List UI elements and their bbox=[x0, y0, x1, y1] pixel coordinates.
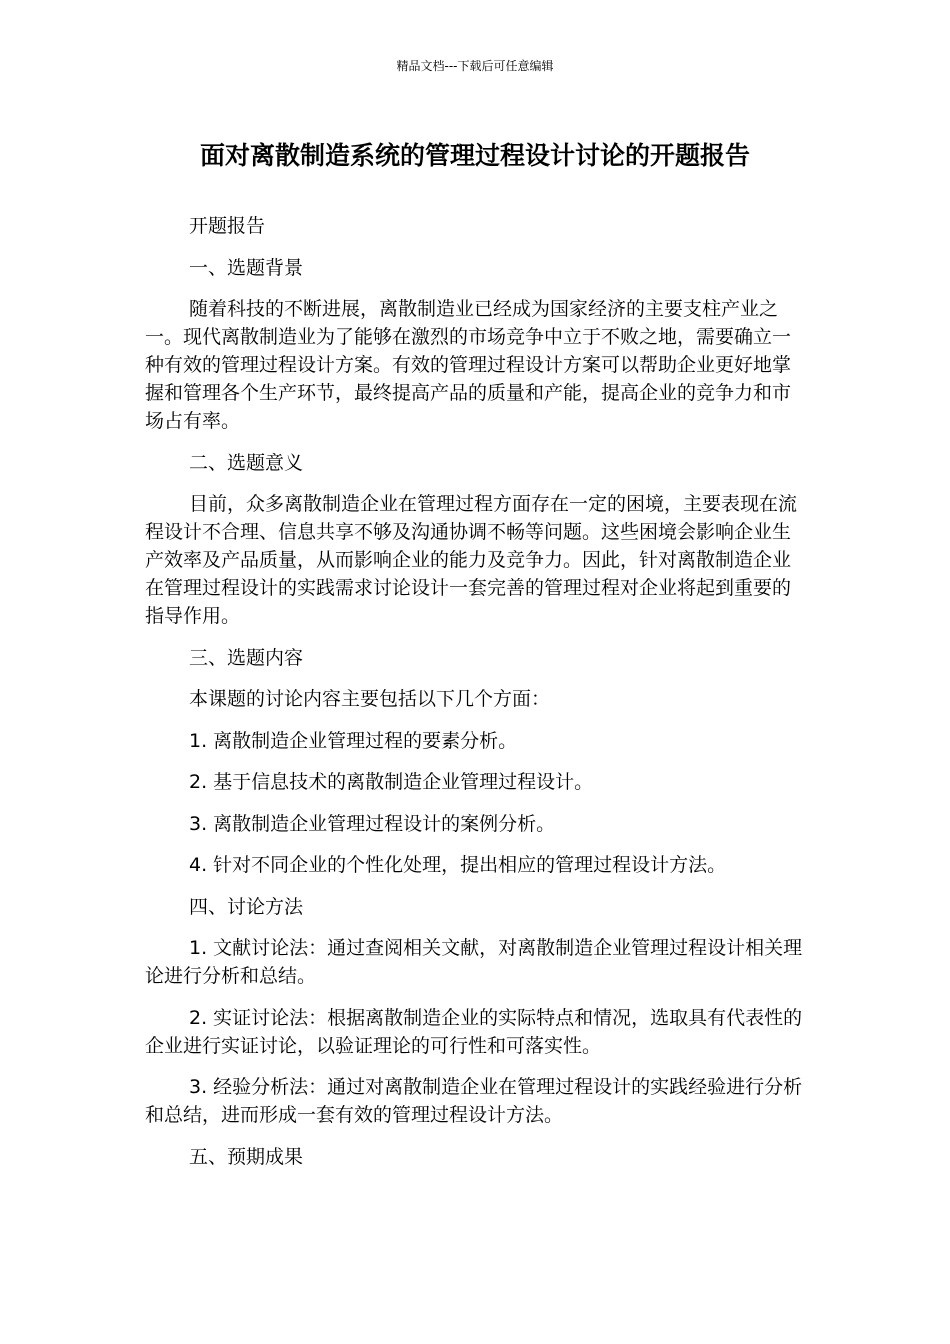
list-item-content-3: 3. 离散制造企业管理过程设计的案例分析。 bbox=[189, 812, 556, 835]
paragraph-report-label: 开题报告 bbox=[189, 215, 266, 237]
list-item-method-3: 3. 经验分析法：通过对离散制造企业在管理过程设计的实践经验进行分析和总结，进而形成一套有效的管理过程设计方法。 bbox=[145, 1076, 803, 1126]
list-item-content-1: 1. 离散制造企业管理过程的要素分析。 bbox=[189, 729, 518, 752]
document-body bbox=[145, 212, 805, 1184]
section-heading-content: 三、选题内容 bbox=[189, 646, 304, 669]
section-heading-methods: 四、讨论方法 bbox=[189, 895, 304, 918]
page-header: 精品文档---下载后可任意编辑 bbox=[396, 59, 554, 73]
paragraph-significance: 目前，众多离散制造企业在管理过程方面存在一定的困境，主要表现在流程设计不合理、信息共享不够及沟通协调不畅等问题。这些困境会影响企业生产效率及产品质量，从而影响企业的能力及竞争力。因此，针对离散制造企业在管理过程设计的实践需求讨论设计一套完善的管理过程对企业将起到重要的指导作用。 bbox=[145, 493, 798, 627]
paragraph-content-intro: 本课题的讨论内容主要包括以下几个方面： bbox=[189, 688, 551, 710]
paragraph-background: 随着科技的不断进展，离散制造业已经成为国家经济的主要支柱产业之一。现代离散制造业为了能够在激烈的市场竞争中立于不败之地，需要确立一种有效的管理过程设计方案。有效的管理过程设计方案可以帮助企业更好地掌握和管理各个生产环节，最终提高产品的质量和产能，提高企业的竞争力和市场占有率。 bbox=[145, 298, 792, 432]
list-item-method-1: 1. 文献讨论法：通过查阅相关文献，对离散制造企业管理过程设计相关理论进行分析和总结。 bbox=[145, 937, 803, 987]
list-item-content-2: 2. 基于信息技术的离散制造企业管理过程设计。 bbox=[189, 771, 594, 793]
section-heading-significance: 二、选题意义 bbox=[189, 451, 304, 474]
section-heading-background: 一、选题背景 bbox=[189, 256, 304, 279]
document-title: 面对离散制造系统的管理过程设计讨论的开题报告 bbox=[199, 141, 750, 170]
list-item-content-4: 4. 针对不同企业的个性化处理，提出相应的管理过程设计方法。 bbox=[189, 854, 727, 876]
section-heading-expected-results: 五、预期成果 bbox=[189, 1145, 304, 1168]
list-item-method-2: 2. 实证讨论法：根据离散制造企业的实际特点和情况，选取具有代表性的企业进行实证讨论，以验证理论的可行性和可落实性。 bbox=[145, 1006, 803, 1057]
